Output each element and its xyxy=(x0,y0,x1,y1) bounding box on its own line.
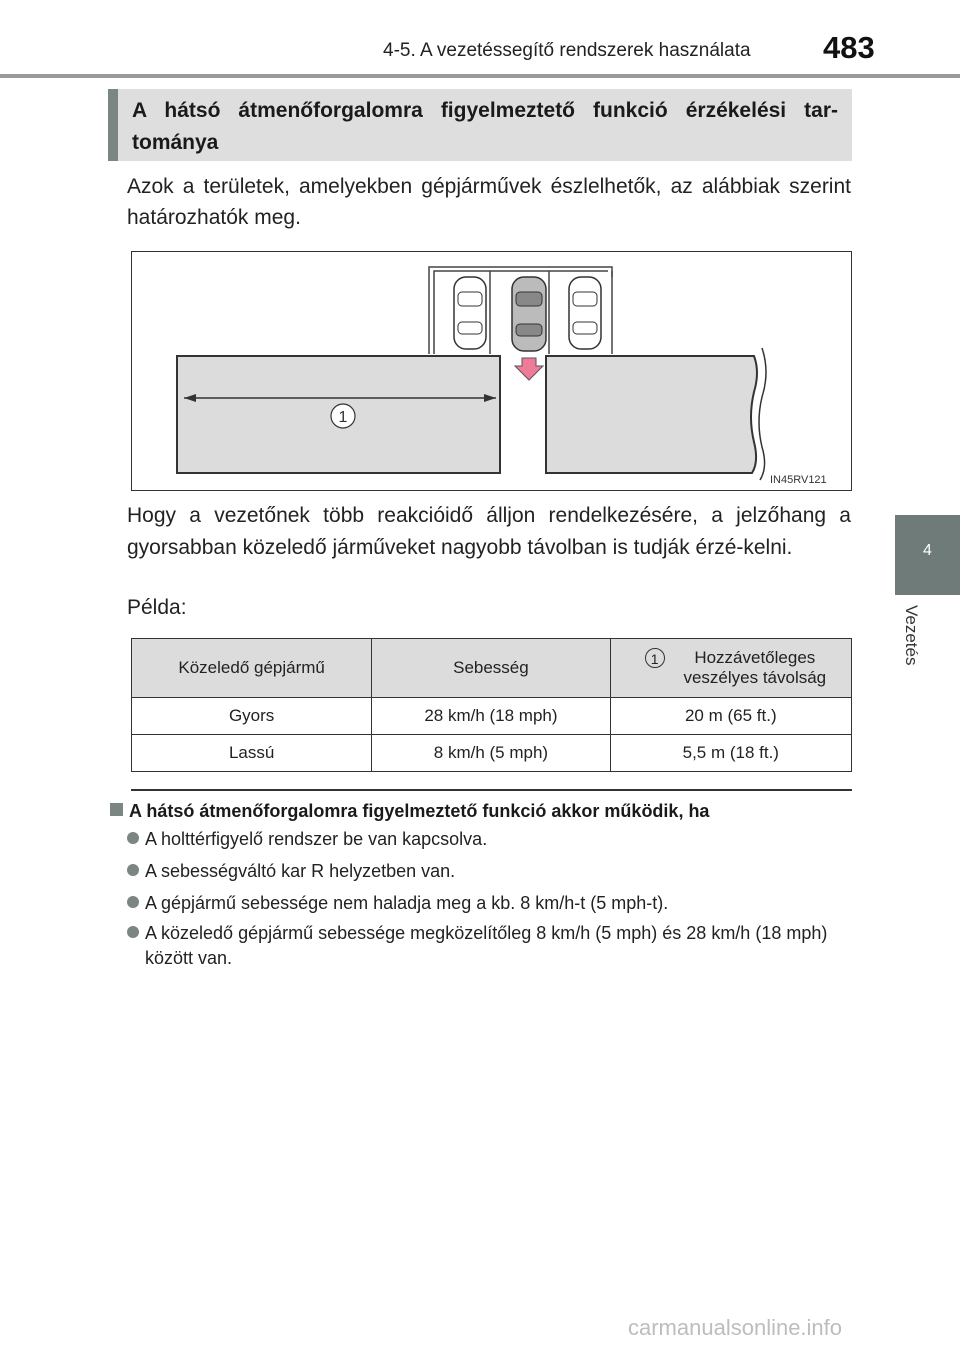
section-title-box xyxy=(108,89,852,161)
detection-area-figure xyxy=(131,251,852,491)
parked-car-left xyxy=(454,277,486,349)
reaction-paragraph: Hogy a vezetőnek több reakcióidő álljon rendelkezésére, a jelzőhang a gyorsabban közeledő járműveket nagyobb távolban is tudják érzé-kelni. xyxy=(127,504,851,559)
bullet-icon xyxy=(127,832,139,844)
table-row xyxy=(132,698,852,735)
example-label: Példa: xyxy=(127,596,187,619)
parked-car-right xyxy=(569,277,601,349)
header-rule xyxy=(0,74,960,78)
detection-zone-right xyxy=(546,356,757,473)
reversing-car xyxy=(512,277,546,351)
example-table xyxy=(131,638,852,772)
page-number: 483 xyxy=(823,30,875,65)
section-divider xyxy=(131,789,852,791)
table-header: Közeledő gépjármű xyxy=(132,639,372,698)
subsection-title: A hátsó átmenőforgalomra figyelmeztető funkció akkor működik, ha xyxy=(129,801,710,821)
square-bullet-icon xyxy=(110,803,123,816)
table-header-distance xyxy=(610,639,851,698)
bullet-icon xyxy=(127,896,139,908)
reverse-arrow xyxy=(515,358,543,380)
table-header: Sebesség xyxy=(372,639,610,698)
bullet-icon xyxy=(127,926,139,938)
table-cell: 8 km/h (5 mph) xyxy=(372,735,610,772)
table-cell: Gyors xyxy=(132,698,372,735)
table-cell: 5,5 m (18 ft.) xyxy=(610,735,851,772)
section-title: A hátsó átmenőforgalomra figyelmeztető funkció érzékelési tar-tománya xyxy=(132,99,838,154)
subsection-heading xyxy=(110,801,709,822)
chapter-tab: 4 xyxy=(895,515,960,595)
figure-code: IN45RV121 xyxy=(770,474,827,486)
intro-paragraph: Azok a területek, amelyekben gépjárművek észlelhetők, az alábbiak szerint határozhatók meg. xyxy=(127,175,851,229)
list-item: A gépjármű sebessége nem haladja meg a kb. 8 km/h-t (5 mph-t). xyxy=(127,891,855,916)
table-row xyxy=(132,735,852,772)
watermark: carmanualsonline.info xyxy=(628,1315,843,1340)
callout-number: 1 xyxy=(338,409,348,426)
chapter-label-box xyxy=(897,605,935,675)
header-callout: 1 xyxy=(645,648,665,668)
table-header: Hozzávetőleges veszélyes távolság xyxy=(683,648,827,687)
table-cell: 20 m (65 ft.) xyxy=(610,698,851,735)
header-title: 4-5. A vezetéssegítő rendszerek használata xyxy=(383,40,751,61)
bullet-icon xyxy=(127,864,139,876)
list-item: A holttérfigyelő rendszer be van kapcsolva. xyxy=(127,827,855,852)
table-cell: Lassú xyxy=(132,735,372,772)
table-cell: 28 km/h (18 mph) xyxy=(372,698,610,735)
list-item: A közeledő gépjármű sebessége megközelítőleg 8 km/h (5 mph) és 28 km/h (18 mph) között van. xyxy=(127,921,873,971)
detection-area-diagram xyxy=(132,252,851,490)
table-header-row xyxy=(132,639,852,698)
list-item: A sebességváltó kar R helyzetben van. xyxy=(127,859,855,884)
chapter-label: Vezetés xyxy=(902,605,921,666)
